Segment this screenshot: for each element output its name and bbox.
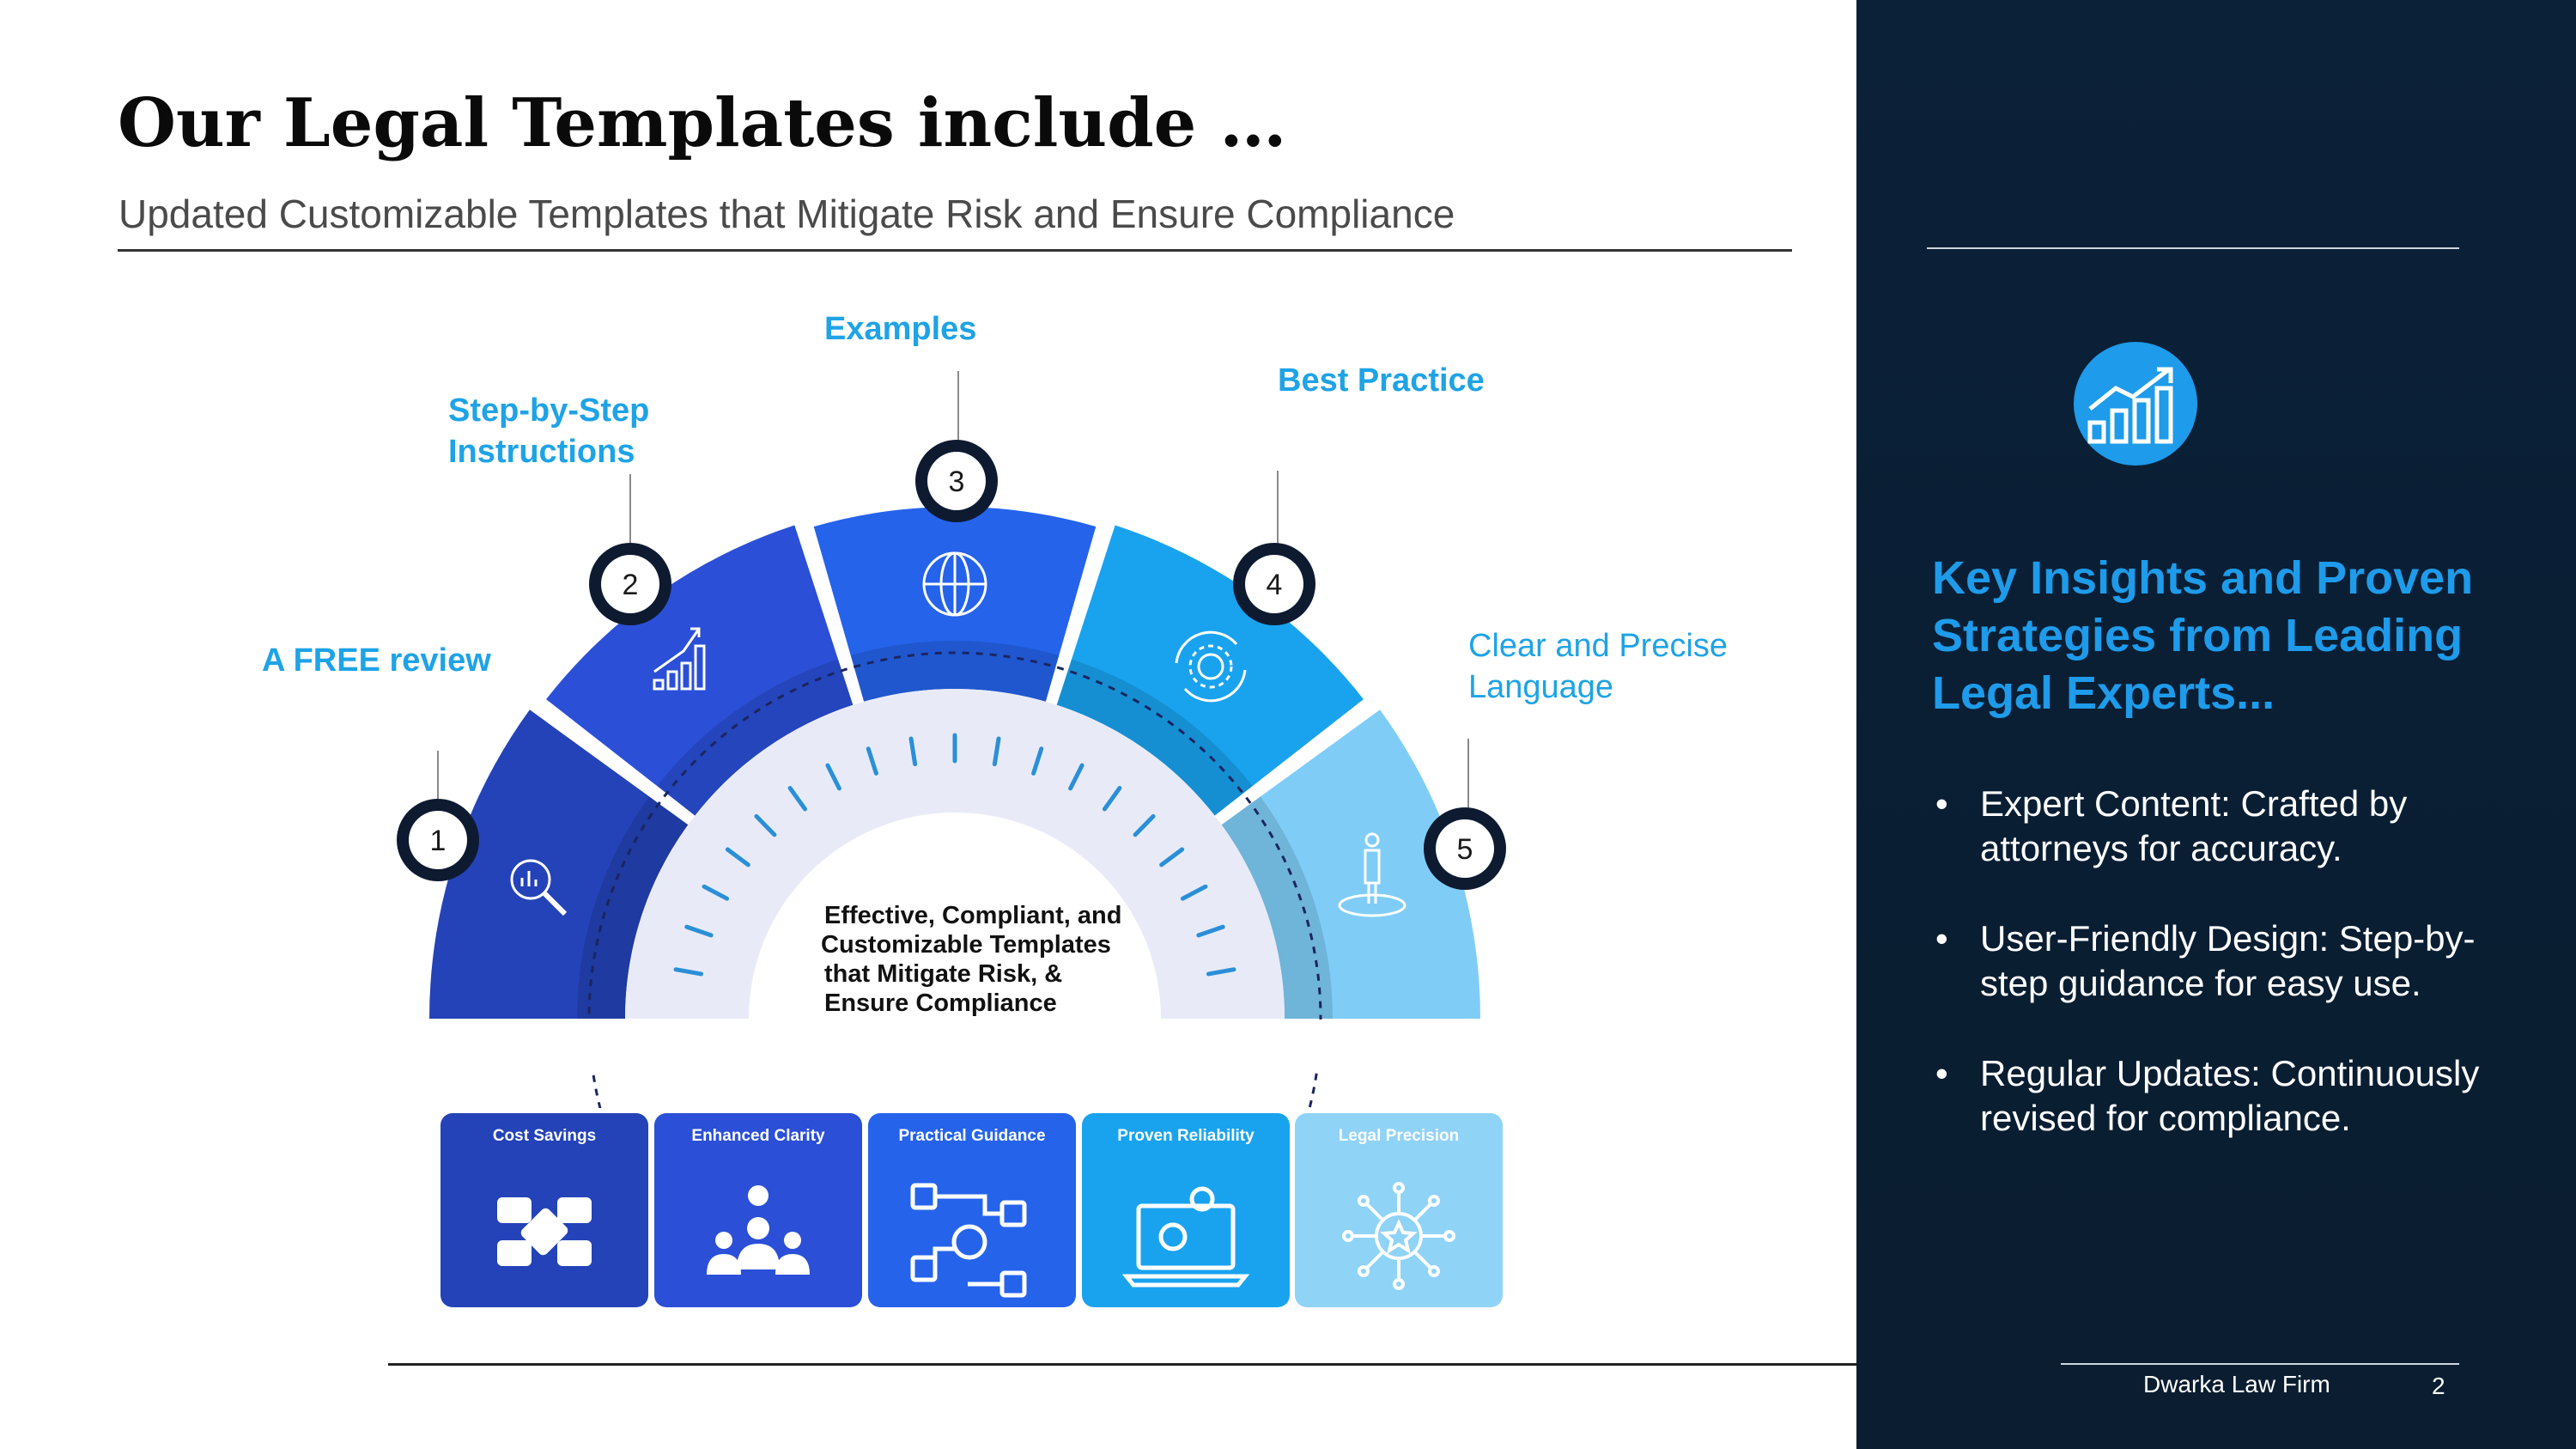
- tile-title: Legal Precision: [1338, 1127, 1460, 1145]
- center-label-line: Effective, Compliant, and: [824, 902, 1122, 929]
- tile-proven-reliability: [1082, 1113, 1290, 1307]
- tile-title: Cost Savings: [492, 1127, 597, 1145]
- network-star-icon: [1334, 1180, 1463, 1292]
- segment-label: Clear and Precise: [1468, 628, 1728, 664]
- globe-icon: [924, 553, 986, 615]
- tile-title: Enhanced Clarity: [691, 1127, 825, 1145]
- insight-bullet: • User-Friendly Design: Step-by-step guidance for easy use.: [1932, 916, 2533, 1006]
- segment-label: Language: [1468, 669, 1614, 705]
- panel-heading: Key Insights and Proven Strategies from Leading Legal Experts...: [1932, 552, 2474, 719]
- tile-title: Practical Guidance: [898, 1127, 1046, 1145]
- insights-panel: [1856, 0, 2576, 1449]
- segment-label: Best Practice: [1278, 362, 1485, 399]
- growth-chart-icon: [2064, 340, 2207, 467]
- insight-bullet: • Regular Updates: Continuously revised for compliance.: [1932, 1051, 2533, 1141]
- center-label-line: Ensure Compliance: [824, 989, 1057, 1017]
- segment-label: Step-by-Step: [448, 393, 650, 429]
- step-number: 5: [1456, 833, 1473, 866]
- workflow-icon: [908, 1180, 1036, 1300]
- step-number: 3: [948, 466, 965, 498]
- tile-legal-precision: [1295, 1113, 1503, 1307]
- slide-subtitle: Updated Customizable Templates that Mitigate Risk and Ensure Compliance: [118, 192, 1455, 236]
- segment-label: Instructions: [448, 434, 635, 470]
- insight-bullet: • Expert Content: Crafted by attorneys for accuracy.: [1932, 782, 2533, 871]
- segment-label: Examples: [824, 311, 977, 347]
- step-number: 1: [429, 825, 447, 857]
- segment-label: A FREE review: [262, 642, 491, 679]
- footer-firm-name: Dwarka Law Firm: [2143, 1371, 2330, 1397]
- page-number: 2: [2432, 1373, 2445, 1399]
- team-gear-icon: [702, 1180, 814, 1283]
- tile-practical-guidance: [868, 1113, 1076, 1307]
- slide-title: Our Legal Templates include …: [118, 84, 1287, 162]
- footer-divider: [388, 1363, 2061, 1366]
- panel-footer-divider: [2061, 1363, 2459, 1365]
- panel-divider: [1927, 247, 2459, 249]
- laptop-gear-icon: [1121, 1180, 1250, 1292]
- tile-cost-savings: [440, 1113, 648, 1307]
- center-label-line: Customizable Templates: [821, 931, 1111, 959]
- step-number: 2: [622, 569, 639, 601]
- step-number: 4: [1266, 569, 1283, 601]
- center-label: [821, 902, 1121, 1017]
- tile-title: Proven Reliability: [1117, 1127, 1255, 1145]
- handshake-icon: [489, 1180, 600, 1283]
- center-label-line: that Mitigate Risk, &: [824, 960, 1063, 988]
- tile-enhanced-clarity: [654, 1113, 862, 1307]
- insights-list: [1932, 782, 2533, 1186]
